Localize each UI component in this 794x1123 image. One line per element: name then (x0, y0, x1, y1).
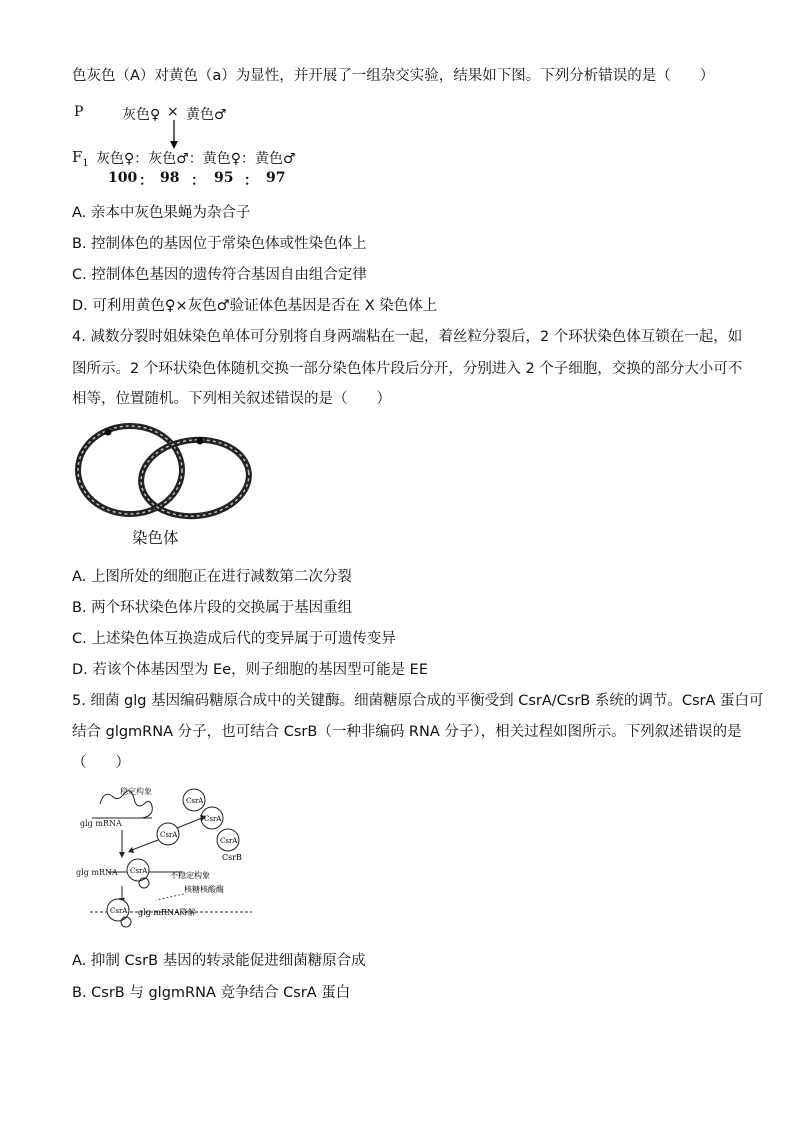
q4-stem-line: 相等，位置随机。下列相关叙述错误的是（ ） (72, 391, 391, 407)
q4-stem-line: 图所示。2 个环状染色体随机交换一部分染色体片段后分开，分别进入 2 个子细胞，交换的部分大小可不 (72, 361, 743, 377)
option-b: B. 两个环状染色体片段的交换属于基因重组 (72, 600, 353, 616)
option-c: C. 上述染色体互换造成后代的变异属于可遗传变异 (72, 631, 396, 647)
option-b: B. CsrB 与 glgmRNA 竞争结合 CsrA 蛋白 (72, 985, 351, 1001)
svg-text:CsrA: CsrA (130, 867, 148, 875)
q5-stem-line: 结合 glgmRNA 分子，也可结合 CsrB（一种非编码 RNA 分子），相关过程如图所示。下列叙述错误的是 (72, 724, 742, 740)
svg-text:glg mRNA降解: glg mRNA降解 (138, 908, 196, 917)
svg-text:不稳定构象: 不稳定构象 (170, 871, 210, 880)
count-sep: ： (244, 173, 258, 189)
count-sep: ： (139, 173, 153, 189)
cross-arrow (166, 120, 182, 150)
svg-text:glg mRNA: glg mRNA (80, 819, 122, 828)
svg-text:CsrA: CsrA (204, 815, 222, 823)
option-a: A. 亲本中灰色果蝇为杂合子 (72, 205, 251, 221)
p-label: P (74, 104, 84, 120)
q3-stem: 色灰色（A）对黄色（a）为显性，并开展了一组杂交实验，结果如下图。下列分析错误的是（ ） (72, 68, 715, 84)
svg-text:CsrA: CsrA (186, 797, 204, 805)
option-d: D. 可利用黄色♀×灰色♂验证体色基因是否在 X 染色体上 (72, 298, 438, 314)
f1-count: 100 (108, 170, 138, 186)
q4-stem-line: 4. 减数分裂时姐妹染色单体可分别将自身两端粘在一起，着丝粒分裂后，2 个环状染色体互锁在一起，如 (72, 329, 743, 345)
parent-male: 黄色♂ (186, 107, 227, 123)
svg-text:glg mRNA: glg mRNA (76, 868, 118, 877)
f1-phenotypes: 灰色♀：灰色♂：黄色♀：黄色♂ (96, 151, 296, 167)
ring-chromosomes-figure (70, 420, 260, 530)
f1-count: 97 (266, 170, 286, 186)
svg-text:CsrA: CsrA (160, 831, 178, 839)
svg-text:CsrA: CsrA (220, 837, 238, 845)
figure-caption: 染色体 (132, 529, 179, 547)
f1-label: $F_1$ (72, 148, 89, 169)
q5-stem-line: （ ） (72, 755, 130, 771)
count-sep: ： (191, 173, 205, 189)
svg-text:CsrB: CsrB (222, 853, 242, 862)
svg-text:CsrA: CsrA (110, 907, 128, 915)
option-b: B. 控制体色的基因位于常染色体或性染色体上 (72, 236, 367, 252)
f1-count: 98 (160, 170, 180, 186)
times-sign: × (167, 104, 179, 120)
q5-stem-line: 5. 细菌 glg 基因编码糖原合成中的关键酶。细菌糖原合成的平衡受到 CsrA/CsrB 系统的调节。CsrA 蛋白可 (72, 693, 764, 709)
option-a: A. 上图所处的细胞正在进行减数第二次分裂 (72, 569, 352, 585)
parent-female: 灰色♀ (122, 107, 161, 123)
svg-text:核糖核酸酶: 核糖核酸酶 (184, 885, 224, 894)
option-a: A. 抑制 CsrB 基因的转录能促进细菌糖原合成 (72, 953, 366, 969)
f1-count: 95 (214, 170, 234, 186)
option-d: D. 若该个体基因型为 Ee，则子细胞的基因型可能是 EE (72, 662, 429, 678)
svg-text:稳定构象: 稳定构象 (120, 787, 152, 796)
option-c: C. 控制体色基因的遗传符合基因自由组合定律 (72, 267, 367, 283)
csra-csrb-figure (72, 782, 262, 932)
